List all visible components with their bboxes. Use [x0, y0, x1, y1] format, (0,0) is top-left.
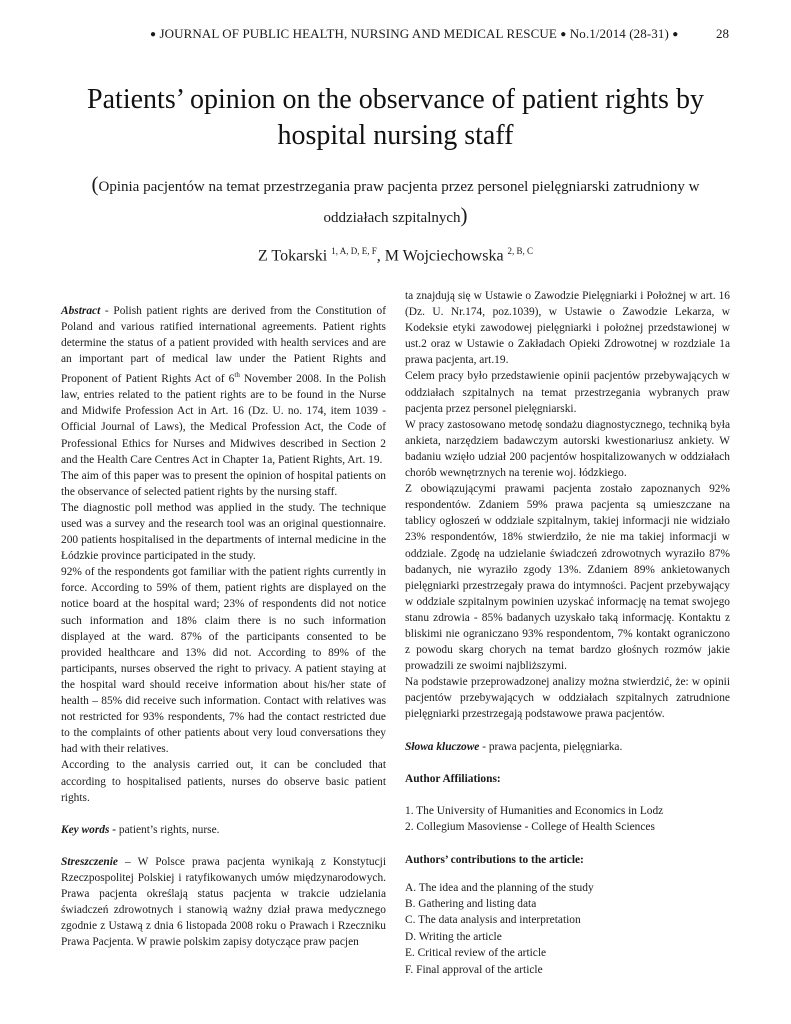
streszczenie-results: Z obowiązującymi prawami pacjenta zostało zapoznanych 92% respondentów. Zdaniem 59% prawa pacjenta są umieszczane na tablicy ogłoszeń w oddziale szpitalnym, takiej informacji nie widziało 23% respondentów, 18% stwierdziło, że nie ma takiej informacji w oddziale. Zgodę na udzielanie świadczeń zdrowotnych wyraziło 87% badanych, nie wyraziło zgody 13%. Zdaniem 89% ankietowanych pielęgniarki przestrzegały prawa do intymności. Pacjent przebywający w oddziale szpitalnym powinien uzyskać informację na temat swojego stanu zdrowia - 85% badanych uzyskało taką informację. Kontaktu z bliskimi nie ograniczano 93% respondentom, 7% kontakt ograniczono z powodu skarg chorych na temat bardzo głośnych rozmów jakie prowadzili ze swoimi najbliższymi.	[405, 483, 730, 673]
streszczenie-aim: Celem pracy było przedstawienie opinii pacjentów przebywających w oddziałach szpitalnych na temat przestrzegania wybranych praw pacjenta przez personel pielęgniarski.	[405, 370, 730, 415]
subtitle-text: Opinia pacjentów na temat przestrzegania praw pacjenta przez personel pielęgniarski zatrudniony w oddziałach szpitalnych	[98, 179, 700, 226]
contributions-heading: Authors’ contributions to the article:	[405, 853, 584, 866]
affiliation-item: 1. The University of Humanities and Economics in Lodz	[405, 804, 664, 817]
article-subtitle	[70, 170, 721, 232]
abstract-text: November 2008. In the Polish law, entries related to the patient rights are to be found in the Nurse and Midwife Profession Act in Art. 16 (Dz. U. no. 174, item 1039 - Official Journal of Laws), the Medical Profession Act, the Code of Professional Ethics for Nurses and Midwives described in Section 2 and the Health Care Centres Act in Chapter 1a, Patient Rights, Art. 19.	[61, 373, 386, 466]
issue-number: No.1/2014 (28-31)	[569, 26, 669, 41]
bullet-icon: ●	[560, 29, 567, 40]
slowa-kluczowe-text: - prawa pacjenta, pielęgniarka.	[479, 740, 623, 753]
bullet-icon: ●	[150, 29, 157, 40]
slowa-kluczowe-label: Słowa kluczowe	[405, 740, 480, 753]
author-line	[60, 246, 731, 265]
bullet-icon: ●	[672, 29, 679, 40]
article-title: Patients’ opinion on the observance of patient rights by hospital nursing staff	[87, 84, 704, 151]
streszczenie-method: W pracy zastosowano metodę sondażu diagnostycznego, techniką była ankieta, narzędziem badawczym autorski kwestionariusz ankiety. W badaniu wzięło udział 200 pacjentów hospitalizowanych w oddziałach chorób wewnętrznych na terenie woj. łódzkiego.	[405, 418, 730, 480]
contribution-item: D. Writing the article	[405, 930, 502, 943]
author-affiliation-marks: 1, A, D, E, F	[331, 246, 377, 256]
abstract-aim: The aim of this paper was to present the opinion of hospital patients on the observance of selected patient rights by the nursing staff.	[61, 469, 386, 498]
keywords-text: patient’s rights, nurse.	[116, 823, 220, 836]
abstract-results: 92% of the respondents got familiar with the patient rights currently in force. According to 59% of them, patient rights are displayed on the notice board at the hospital ward; 23% of respondents did not notice such information and 18% claim there is no such information displayed at the ward. 87% of the participants consented to be provided healthcare and 13% did not. According to 89% of the participants, nurses observed the right to privacy. A patient staying at the hospital ward should receive information about his/her state of health – 85% did receive such information. Contact with relatives was not restricted for 93% respondents, 7% had the contact restricted due to the complaints of other patients about very loud conversations they had with their relatives.	[61, 566, 386, 756]
abstract-paragraph	[61, 303, 386, 468]
keywords	[61, 822, 386, 838]
journal-name: JOURNAL OF PUBLIC HEALTH, NURSING AND MEDICAL RESCUE	[159, 26, 557, 41]
streszczenie-paragraph	[61, 854, 386, 951]
abstract-text: - Polish patient rights are derived from the Constitution of Poland and various ratified international agreements. Patient rights determine the status of a patient provided with health services and are an important part of medical law under the Patient Rights and Proponent of Patient Rights Act of 6	[61, 305, 386, 386]
author-affiliation-marks: 2, B, C	[507, 246, 534, 256]
streszczenie-label: Streszczenie	[61, 855, 118, 868]
right-column	[405, 288, 730, 978]
author-separator: ,	[376, 247, 385, 265]
streszczenie-text: – W Polsce prawa pacjenta wynikają z Konstytucji Rzeczpospolitej Polskiej i ratyfikowanych umów międzynarodowych. Prawa pacjenta określają status pacjenta w trakcie udzielania świadczeń zdrowotnych i stanowią ważny dział prawa medycznego zgodnie z Ustawą z dnia 6 listopada 2008 roku o Prawach i Rzeczniku Prawa Pacjenta. W prawie polskim zapisy dotyczące praw pacjen	[61, 855, 386, 949]
contribution-item: A. The idea and the planning of the study	[405, 881, 594, 894]
running-header	[150, 26, 710, 42]
ordinal-suffix: th	[234, 371, 240, 380]
page-number: 28	[716, 26, 729, 41]
abstract-label: Abstract	[61, 305, 101, 317]
affiliations-heading: Author Affiliations:	[405, 772, 501, 785]
contribution-item: E. Critical review of the article	[405, 947, 547, 960]
author-name: M Wojciechowska	[384, 247, 504, 265]
slowa-kluczowe	[405, 739, 730, 755]
affiliations-list	[405, 803, 730, 836]
author-name: Z Tokarski	[257, 247, 328, 265]
streszczenie-conclusion: Na podstawie przeprowadzonej analizy można stwierdzić, że: w opinii pacjentów przebywających w oddziałach szpitalnych zatrudnione pielęgniarki przestrzegają podstawowe prawa pacjentów.	[405, 676, 730, 721]
subtitle-open-paren: (	[91, 172, 99, 196]
abstract-method: The diagnostic poll method was applied in the study. The technique used was a survey and the research tool was an original questionnaire. 200 patients hospitalised in the departments of internal medicine in the Łódzkie province participated in the study.	[61, 501, 386, 563]
streszczenie-continued: ta znajdują się w Ustawie o Zawodzie Pielęgniarki i Położnej w art. 16 (Dz. U. Nr.174, poz.1039), w Ustawie o Zawodzie Lekarza, w Kodeksie etyki zawodowej pielęgniarki i położnej przedstawionej w ust.2 oraz w Ustawie o Zakładach Opieki Zdrowotnej w rozdziale 1a prawa pacjenta, art.19.	[405, 290, 730, 367]
contribution-item: C. The data analysis and interpretation	[405, 914, 581, 927]
affiliation-item: 2. Collegium Masoviense - College of Health Sciences	[405, 821, 655, 834]
left-column	[61, 303, 386, 950]
contribution-item: F. Final approval of the article	[405, 963, 543, 976]
contributions-list	[405, 880, 730, 978]
contribution-item: B. Gathering and listing data	[405, 898, 537, 911]
abstract-conclusion: According to the analysis carried out, it can be concluded that according to hospitalised patients, nurses do observe basic patient rights.	[61, 759, 386, 804]
subtitle-close-paren: )	[460, 203, 468, 227]
keywords-label: Key words -	[61, 823, 117, 836]
